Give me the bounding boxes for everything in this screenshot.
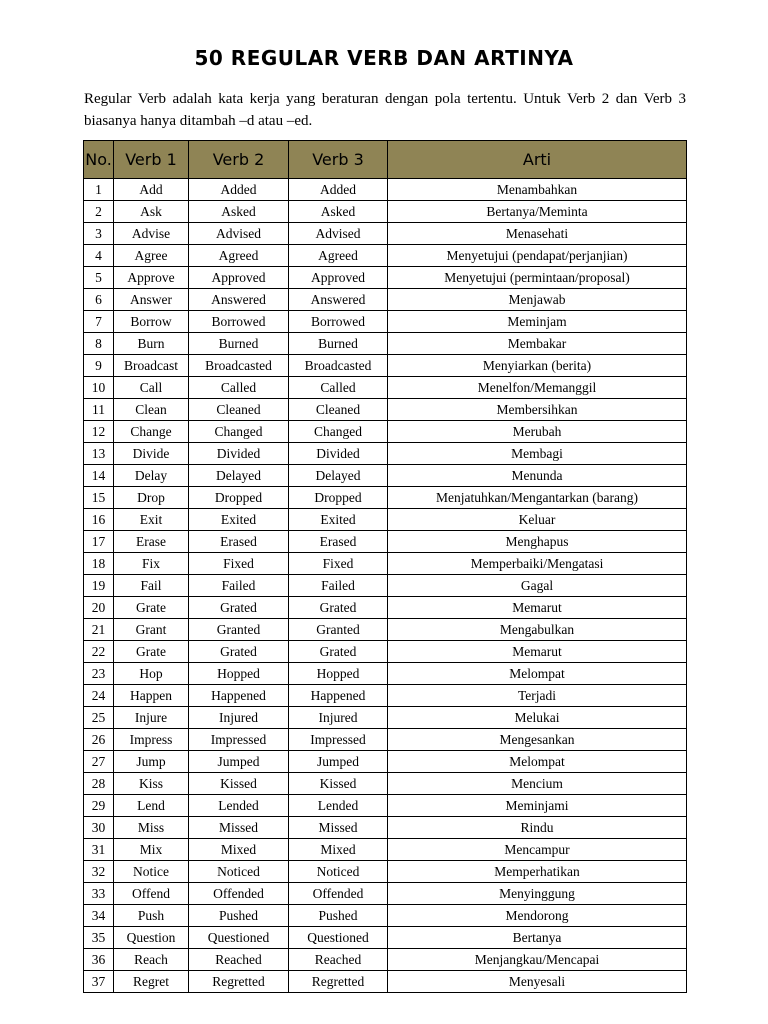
cell-no: 35 — [84, 927, 114, 949]
cell-arti: Menjangkau/Mencapai — [388, 949, 687, 971]
cell-verb3: Failed — [289, 575, 388, 597]
cell-arti: Meminjami — [388, 795, 687, 817]
page-title: 50 REGULAR VERB DAN ARTINYA — [194, 46, 574, 70]
cell-verb3: Grated — [289, 641, 388, 663]
cell-verb1: Divide — [114, 443, 189, 465]
cell-verb3: Lended — [289, 795, 388, 817]
cell-no: 31 — [84, 839, 114, 861]
table-row — [84, 289, 687, 311]
cell-verb3: Jumped — [289, 751, 388, 773]
cell-verb1: Clean — [114, 399, 189, 421]
cell-verb2: Cleaned — [189, 399, 289, 421]
cell-verb1: Answer — [114, 289, 189, 311]
cell-no: 6 — [84, 289, 114, 311]
table-row — [84, 421, 687, 443]
cell-arti: Gagal — [388, 575, 687, 597]
cell-arti: Mengesankan — [388, 729, 687, 751]
cell-verb1: Borrow — [114, 311, 189, 333]
cell-verb1: Reach — [114, 949, 189, 971]
cell-no: 8 — [84, 333, 114, 355]
cell-verb2: Jumped — [189, 751, 289, 773]
cell-verb3: Kissed — [289, 773, 388, 795]
intro-paragraph: Regular Verb adalah kata kerja yang beraturan dengan pola tertentu. Untuk Verb 2 dan Verb 3 biasanya hanya ditambah –d atau –ed. — [84, 91, 686, 129]
cell-verb3: Delayed — [289, 465, 388, 487]
verb-table — [83, 140, 687, 993]
cell-verb1: Ask — [114, 201, 189, 223]
cell-verb3: Borrowed — [289, 311, 388, 333]
cell-no: 28 — [84, 773, 114, 795]
cell-arti: Membersihkan — [388, 399, 687, 421]
table-row — [84, 223, 687, 245]
cell-verb1: Fix — [114, 553, 189, 575]
cell-verb2: Changed — [189, 421, 289, 443]
cell-verb2: Happened — [189, 685, 289, 707]
cell-verb2: Grated — [189, 597, 289, 619]
cell-verb2: Exited — [189, 509, 289, 531]
table-row — [84, 795, 687, 817]
cell-no: 27 — [84, 751, 114, 773]
cell-verb2: Noticed — [189, 861, 289, 883]
cell-verb1: Burn — [114, 333, 189, 355]
cell-no: 23 — [84, 663, 114, 685]
cell-verb1: Happen — [114, 685, 189, 707]
cell-arti: Meminjam — [388, 311, 687, 333]
cell-no: 29 — [84, 795, 114, 817]
cell-arti: Menjatuhkan/Mengantarkan (barang) — [388, 487, 687, 509]
cell-arti: Menambahkan — [388, 179, 687, 201]
cell-verb2: Kissed — [189, 773, 289, 795]
cell-arti: Melukai — [388, 707, 687, 729]
cell-verb3: Grated — [289, 597, 388, 619]
cell-verb3: Happened — [289, 685, 388, 707]
header-verb3: Verb 3 — [289, 141, 388, 179]
table-header-row — [84, 141, 687, 179]
cell-verb2: Burned — [189, 333, 289, 355]
cell-verb2: Lended — [189, 795, 289, 817]
table-row — [84, 201, 687, 223]
header-verb1: Verb 1 — [114, 141, 189, 179]
table-row — [84, 663, 687, 685]
cell-verb2: Called — [189, 377, 289, 399]
cell-verb3: Mixed — [289, 839, 388, 861]
cell-arti: Mencampur — [388, 839, 687, 861]
cell-verb2: Asked — [189, 201, 289, 223]
cell-no: 3 — [84, 223, 114, 245]
cell-verb2: Granted — [189, 619, 289, 641]
cell-verb1: Fail — [114, 575, 189, 597]
cell-verb3: Impressed — [289, 729, 388, 751]
cell-no: 7 — [84, 311, 114, 333]
table-row — [84, 817, 687, 839]
cell-verb1: Change — [114, 421, 189, 443]
cell-arti: Menasehati — [388, 223, 687, 245]
cell-arti: Rindu — [388, 817, 687, 839]
cell-verb3: Advised — [289, 223, 388, 245]
cell-no: 20 — [84, 597, 114, 619]
cell-verb1: Impress — [114, 729, 189, 751]
cell-no: 24 — [84, 685, 114, 707]
table-row — [84, 883, 687, 905]
cell-arti: Menunda — [388, 465, 687, 487]
cell-arti: Memarut — [388, 641, 687, 663]
cell-verb1: Jump — [114, 751, 189, 773]
cell-no: 15 — [84, 487, 114, 509]
table-row — [84, 465, 687, 487]
cell-no: 26 — [84, 729, 114, 751]
cell-no: 25 — [84, 707, 114, 729]
cell-verb2: Grated — [189, 641, 289, 663]
cell-verb3: Pushed — [289, 905, 388, 927]
cell-verb3: Called — [289, 377, 388, 399]
cell-verb2: Answered — [189, 289, 289, 311]
table-row — [84, 531, 687, 553]
cell-verb1: Approve — [114, 267, 189, 289]
cell-verb1: Offend — [114, 883, 189, 905]
cell-verb1: Call — [114, 377, 189, 399]
cell-verb3: Noticed — [289, 861, 388, 883]
table-row — [84, 179, 687, 201]
cell-verb3: Offended — [289, 883, 388, 905]
cell-no: 10 — [84, 377, 114, 399]
cell-arti: Keluar — [388, 509, 687, 531]
cell-verb3: Asked — [289, 201, 388, 223]
table-row — [84, 905, 687, 927]
cell-no: 17 — [84, 531, 114, 553]
cell-arti: Menyinggung — [388, 883, 687, 905]
cell-verb2: Reached — [189, 949, 289, 971]
cell-verb3: Answered — [289, 289, 388, 311]
cell-arti: Menelfon/Memanggil — [388, 377, 687, 399]
cell-verb1: Agree — [114, 245, 189, 267]
cell-verb2: Regretted — [189, 971, 289, 993]
cell-verb1: Drop — [114, 487, 189, 509]
cell-verb1: Broadcast — [114, 355, 189, 377]
cell-verb3: Dropped — [289, 487, 388, 509]
table-row — [84, 245, 687, 267]
header-verb2: Verb 2 — [189, 141, 289, 179]
cell-no: 34 — [84, 905, 114, 927]
cell-arti: Bertanya/Meminta — [388, 201, 687, 223]
table-row — [84, 685, 687, 707]
cell-verb1: Grant — [114, 619, 189, 641]
cell-verb1: Grate — [114, 597, 189, 619]
cell-no: 9 — [84, 355, 114, 377]
table-row — [84, 399, 687, 421]
cell-arti: Menyetujui (pendapat/perjanjian) — [388, 245, 687, 267]
table-row — [84, 553, 687, 575]
cell-arti: Membakar — [388, 333, 687, 355]
cell-no: 30 — [84, 817, 114, 839]
cell-verb3: Changed — [289, 421, 388, 443]
cell-verb3: Questioned — [289, 927, 388, 949]
cell-no: 19 — [84, 575, 114, 597]
cell-arti: Menyetujui (permintaan/proposal) — [388, 267, 687, 289]
table-row — [84, 773, 687, 795]
cell-no: 21 — [84, 619, 114, 641]
cell-no: 13 — [84, 443, 114, 465]
cell-verb3: Missed — [289, 817, 388, 839]
cell-verb1: Add — [114, 179, 189, 201]
cell-verb3: Injured — [289, 707, 388, 729]
cell-arti: Memperbaiki/Mengatasi — [388, 553, 687, 575]
table-row — [84, 487, 687, 509]
cell-no: 2 — [84, 201, 114, 223]
cell-verb1: Delay — [114, 465, 189, 487]
cell-verb2: Erased — [189, 531, 289, 553]
cell-arti: Membagi — [388, 443, 687, 465]
table-row — [84, 377, 687, 399]
cell-arti: Melompat — [388, 663, 687, 685]
cell-no: 18 — [84, 553, 114, 575]
cell-arti: Melompat — [388, 751, 687, 773]
cell-arti: Memperhatikan — [388, 861, 687, 883]
cell-verb1: Grate — [114, 641, 189, 663]
cell-no: 12 — [84, 421, 114, 443]
cell-verb1: Mix — [114, 839, 189, 861]
table-body — [84, 179, 687, 993]
cell-no: 11 — [84, 399, 114, 421]
cell-verb2: Added — [189, 179, 289, 201]
table-row — [84, 707, 687, 729]
cell-verb3: Broadcasted — [289, 355, 388, 377]
table-row — [84, 267, 687, 289]
cell-verb2: Hopped — [189, 663, 289, 685]
cell-verb3: Divided — [289, 443, 388, 465]
cell-verb3: Added — [289, 179, 388, 201]
cell-no: 5 — [84, 267, 114, 289]
table-row — [84, 839, 687, 861]
cell-arti: Memarut — [388, 597, 687, 619]
cell-no: 16 — [84, 509, 114, 531]
cell-arti: Mencium — [388, 773, 687, 795]
cell-verb2: Fixed — [189, 553, 289, 575]
cell-verb2: Questioned — [189, 927, 289, 949]
cell-verb3: Regretted — [289, 971, 388, 993]
cell-arti: Menyiarkan (berita) — [388, 355, 687, 377]
cell-verb2: Agreed — [189, 245, 289, 267]
cell-verb1: Exit — [114, 509, 189, 531]
cell-verb2: Borrowed — [189, 311, 289, 333]
cell-no: 37 — [84, 971, 114, 993]
table-row — [84, 311, 687, 333]
cell-arti: Menghapus — [388, 531, 687, 553]
cell-verb3: Exited — [289, 509, 388, 531]
cell-verb2: Offended — [189, 883, 289, 905]
cell-no: 32 — [84, 861, 114, 883]
table-row — [84, 861, 687, 883]
cell-verb1: Push — [114, 905, 189, 927]
cell-no: 1 — [84, 179, 114, 201]
cell-arti: Mengabulkan — [388, 619, 687, 641]
cell-verb2: Dropped — [189, 487, 289, 509]
cell-verb3: Erased — [289, 531, 388, 553]
cell-verb3: Agreed — [289, 245, 388, 267]
cell-verb2: Injured — [189, 707, 289, 729]
table-row — [84, 443, 687, 465]
cell-verb1: Advise — [114, 223, 189, 245]
table-row — [84, 751, 687, 773]
cell-verb1: Hop — [114, 663, 189, 685]
table-row — [84, 949, 687, 971]
cell-arti: Merubah — [388, 421, 687, 443]
cell-verb1: Regret — [114, 971, 189, 993]
table-row — [84, 509, 687, 531]
cell-verb3: Approved — [289, 267, 388, 289]
cell-no: 36 — [84, 949, 114, 971]
cell-arti: Mendorong — [388, 905, 687, 927]
cell-arti: Bertanya — [388, 927, 687, 949]
cell-verb1: Injure — [114, 707, 189, 729]
cell-verb3: Cleaned — [289, 399, 388, 421]
cell-verb3: Hopped — [289, 663, 388, 685]
cell-verb1: Lend — [114, 795, 189, 817]
cell-arti: Menyesali — [388, 971, 687, 993]
cell-verb2: Delayed — [189, 465, 289, 487]
cell-verb1: Miss — [114, 817, 189, 839]
cell-verb3: Burned — [289, 333, 388, 355]
cell-verb3: Fixed — [289, 553, 388, 575]
cell-verb1: Question — [114, 927, 189, 949]
header-arti: Arti — [388, 141, 687, 179]
cell-arti: Terjadi — [388, 685, 687, 707]
table-row — [84, 619, 687, 641]
table-row — [84, 597, 687, 619]
cell-verb2: Missed — [189, 817, 289, 839]
cell-verb3: Granted — [289, 619, 388, 641]
table-row — [84, 575, 687, 597]
cell-verb1: Notice — [114, 861, 189, 883]
cell-no: 33 — [84, 883, 114, 905]
cell-verb2: Approved — [189, 267, 289, 289]
table-row — [84, 355, 687, 377]
table-row — [84, 729, 687, 751]
cell-verb3: Reached — [289, 949, 388, 971]
cell-verb2: Advised — [189, 223, 289, 245]
cell-no: 4 — [84, 245, 114, 267]
cell-verb1: Kiss — [114, 773, 189, 795]
cell-verb2: Mixed — [189, 839, 289, 861]
cell-verb2: Impressed — [189, 729, 289, 751]
table-row — [84, 333, 687, 355]
cell-verb2: Broadcasted — [189, 355, 289, 377]
cell-no: 14 — [84, 465, 114, 487]
table-row — [84, 927, 687, 949]
cell-verb2: Failed — [189, 575, 289, 597]
cell-verb2: Pushed — [189, 905, 289, 927]
table-row — [84, 971, 687, 993]
cell-arti: Menjawab — [388, 289, 687, 311]
cell-verb1: Erase — [114, 531, 189, 553]
table-row — [84, 641, 687, 663]
header-no: No. — [84, 141, 114, 179]
cell-verb2: Divided — [189, 443, 289, 465]
cell-no: 22 — [84, 641, 114, 663]
